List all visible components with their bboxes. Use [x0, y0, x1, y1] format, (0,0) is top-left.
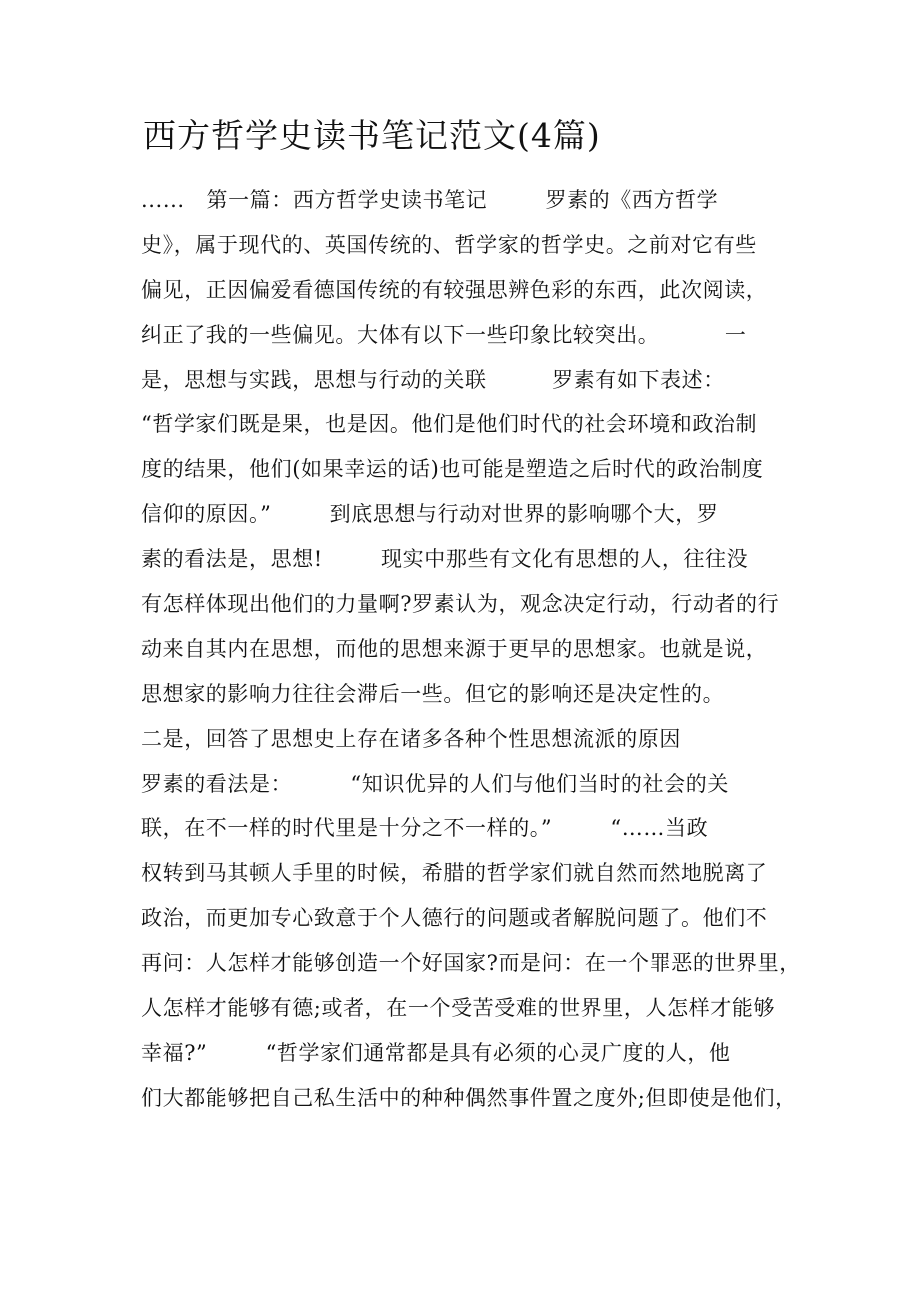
- text-line: 度的结果，他们(如果幸运的话)也可能是塑造之后时代的政治制度: [141, 457, 764, 482]
- text-line: 政治，而更加专心致意于个人德行的问题或者解脱问题了。他们不: [141, 906, 768, 931]
- text-line: 纠正了我的一些偏见。大体有以下一些印象比较突出。 一: [141, 322, 747, 347]
- text-line: 罗素的看法是： “知识优异的人们与他们当时的社会的关: [141, 771, 729, 796]
- text-line: 人怎样才能够有德;或者，在一个受苦受难的世界里，人怎样才能够: [141, 996, 776, 1021]
- text-line: 动来自其内在思想，而他的思想来源于更早的思想家。也就是说，: [141, 636, 768, 661]
- text-line: 有怎样体现出他们的力量啊?罗素认为，观念决定行动，行动者的行: [141, 592, 780, 617]
- text-line: 史》，属于现代的、英国传统的、哲学家的哲学史。之前对它有些: [141, 232, 757, 257]
- text-line: 权转到马其顿人手里的时候，希腊的哲学家们就自然而然地脱离了: [141, 861, 768, 886]
- text-line: 信仰的原因。” 到底思想与行动对世界的影响哪个大，罗: [141, 502, 719, 527]
- text-line: “哲学家们既是果，也是因。他们是他们时代的社会环境和政治制: [141, 412, 758, 437]
- text-line: 再问：人怎样才能够创造一个好国家?而是问：在一个罪恶的世界里，: [141, 951, 801, 976]
- text-line: 是，思想与实践，思想与行动的关联 罗素有如下表述：: [141, 367, 725, 392]
- text-line: 联，在不一样的时代里是十分之不一样的。” “……当政: [141, 816, 709, 841]
- text-line: 幸福?” “哲学家们通常都是具有必须的心灵广度的人，他: [141, 1040, 731, 1065]
- text-line: 偏见，正因偏爱看德国传统的有较强思辨色彩的东西，此次阅读，: [141, 277, 768, 302]
- document-title: 西方哲学史读书笔记范文(4篇): [143, 116, 601, 155]
- text-line: 们大都能够把自己私生活中的种种偶然事件置之度外;但即使是他们，: [141, 1085, 797, 1110]
- text-line: 二是，回答了思想史上存在诸多各种个性思想流派的原因: [141, 726, 681, 751]
- document-body: [141, 178, 801, 1121]
- text-line: ...... 第一篇：西方哲学史读书笔记 罗素的《西方哲学: [141, 188, 719, 212]
- text-line: 素的看法是，思想! 现实中那些有文化有思想的人，往往没: [141, 547, 749, 572]
- text-line: 思想家的影响力往往会滞后一些。但它的影响还是决定性的。: [141, 681, 725, 706]
